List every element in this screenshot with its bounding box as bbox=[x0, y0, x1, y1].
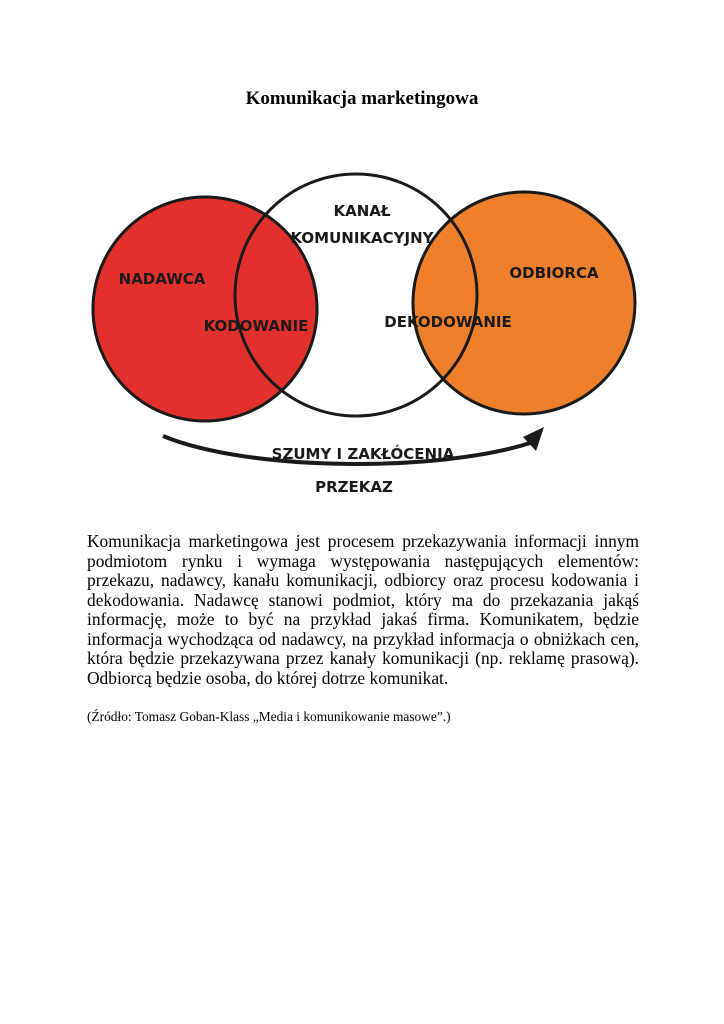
channel-label-line1: KANAŁ bbox=[333, 202, 391, 220]
receiver-circle bbox=[413, 192, 635, 414]
source-citation: (Źródło: Tomasz Goban-Klass „Media i komunikowanie masowe”.) bbox=[87, 709, 451, 724]
receiver-label: ODBIORCA bbox=[509, 264, 599, 282]
message-label: PRZEKAZ bbox=[315, 478, 393, 496]
communication-diagram bbox=[0, 160, 724, 510]
channel-label-line2: KOMUNIKACYJNY bbox=[290, 229, 434, 247]
encoding-label: KODOWANIE bbox=[203, 317, 309, 335]
communication-diagram-svg bbox=[0, 160, 724, 510]
noise-label: SZUMY I ZAKŁÓCENIA bbox=[271, 445, 455, 463]
flow-arrow-head bbox=[523, 427, 544, 451]
page-title: Komunikacja marketingowa bbox=[245, 88, 479, 109]
body-paragraph: Komunikacja marketingowa jest procesem przekazywania informacji innym podmiotom rynku i wymaga występowania następujących elementów: przekazu, nadawcy, kanału komunikacji, odbiorcy oraz procesu kodowania i dekodowania. Nadawcę stanowi podmiot, który ma do przekazania jakąś informację, może to być na przykład jakaś firma. Komunikatem, będzie informacja wychodząca od nadawcy, na przykład informacja o obniżkach cen, która będzie przekazywana przez kanały komunikacji (np. reklamę prasową). Odbiorcą będzie osoba, do której dotrze komunikat. bbox=[87, 531, 639, 688]
sender-circle bbox=[93, 197, 317, 421]
decoding-label: DEKODOWANIE bbox=[384, 313, 512, 331]
sender-label: NADAWCA bbox=[118, 270, 206, 288]
